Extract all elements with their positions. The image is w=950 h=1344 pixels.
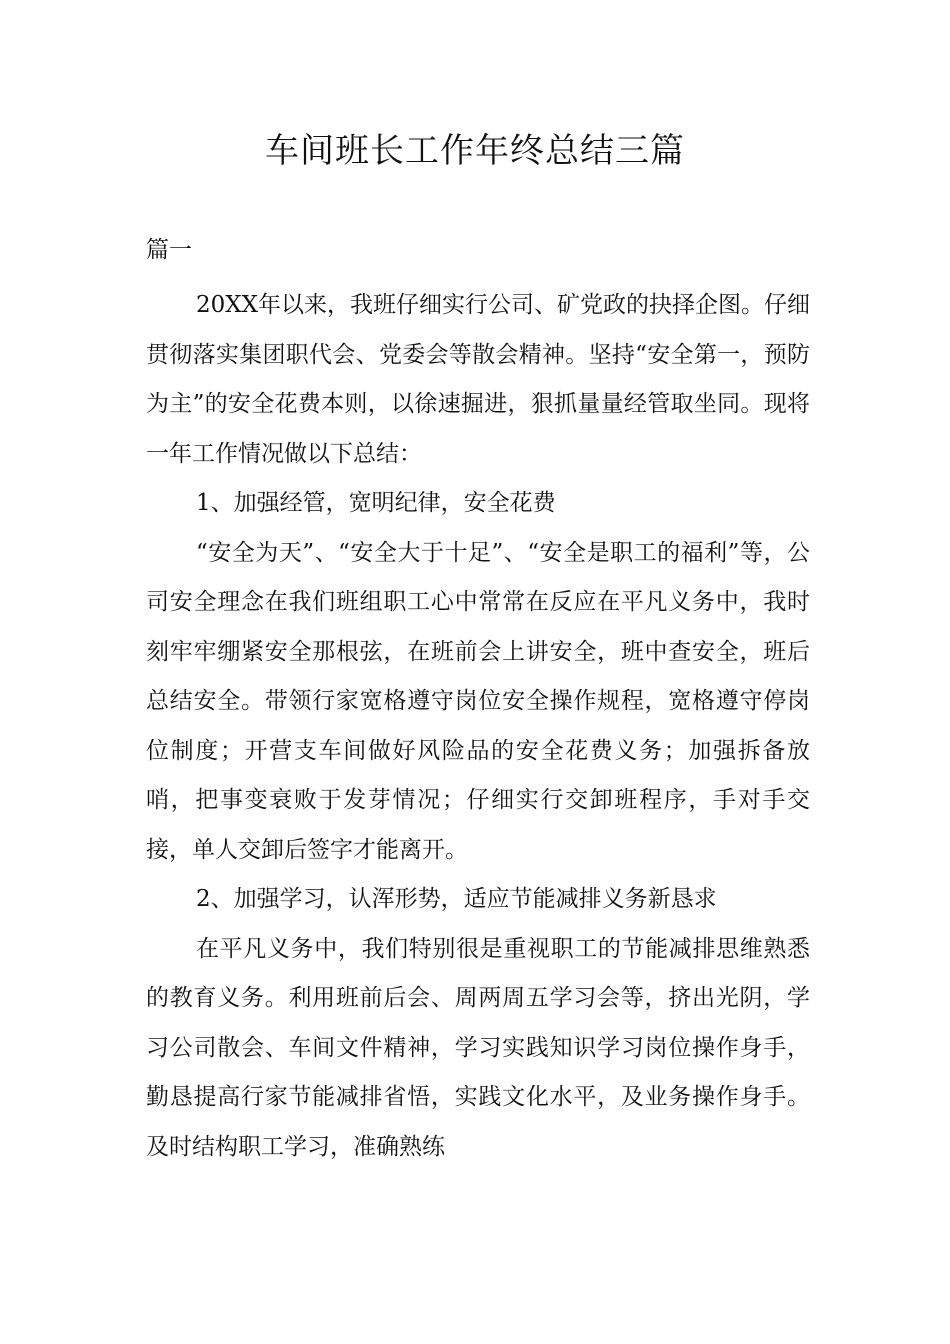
paragraph-intro: 20XX年以来，我班仔细实行公司、矿党政的抉择企图。仔细贯彻落实集团职代会、党委会等散会精神。坚持“安全第一，预防为主”的安全花费本则，以徐速掘进，狠抓量量经管取坐同。现将一年工作情况做以下总结： <box>146 292 811 467</box>
subheading-2: 2、加强学习，认浑形势，适应节能减排义务新恳求 <box>196 886 717 912</box>
section-label: 篇一 <box>146 237 192 263</box>
document-body <box>146 281 810 1172</box>
paragraph-learning: 在平凡义务中，我们特别很是重视职工的节能减排思维熟悉的教育义务。利用班前后会、周两周五学习会等，挤出光阴，学习公司散会、车间文件精神，学习实践知识学习岗位操作身手，勤恳提高行家节能减排省悟，实践文化水平，及业务操作身手。及时结构职工学习，准确熟练 <box>146 935 810 1160</box>
document-title: 车间班长工作年终总结三篇 <box>265 131 685 171</box>
paragraph-safety: “安全为天”、“安全大于十足”、“安全是职工的福利”等，公司安全理念在我们班组职工心中常常在反应在平凡义务中，我时刻牢牢绷紧安全那根弦，在班前会上讲安全，班中查安全，班后总结安全。带领行家宽格遵守岗位安全操作规程，宽格遵守停岗位制度；开营支车间做好风险品的安全花费义务；加强拆备放哨，把事变衰败于发芽情况；仔细实行交卸班程序，手对手交接，单人交卸后签字才能离开。 <box>146 539 810 863</box>
subheading-1: 1、加强经管，宽明纪律，安全花费 <box>196 490 556 516</box>
